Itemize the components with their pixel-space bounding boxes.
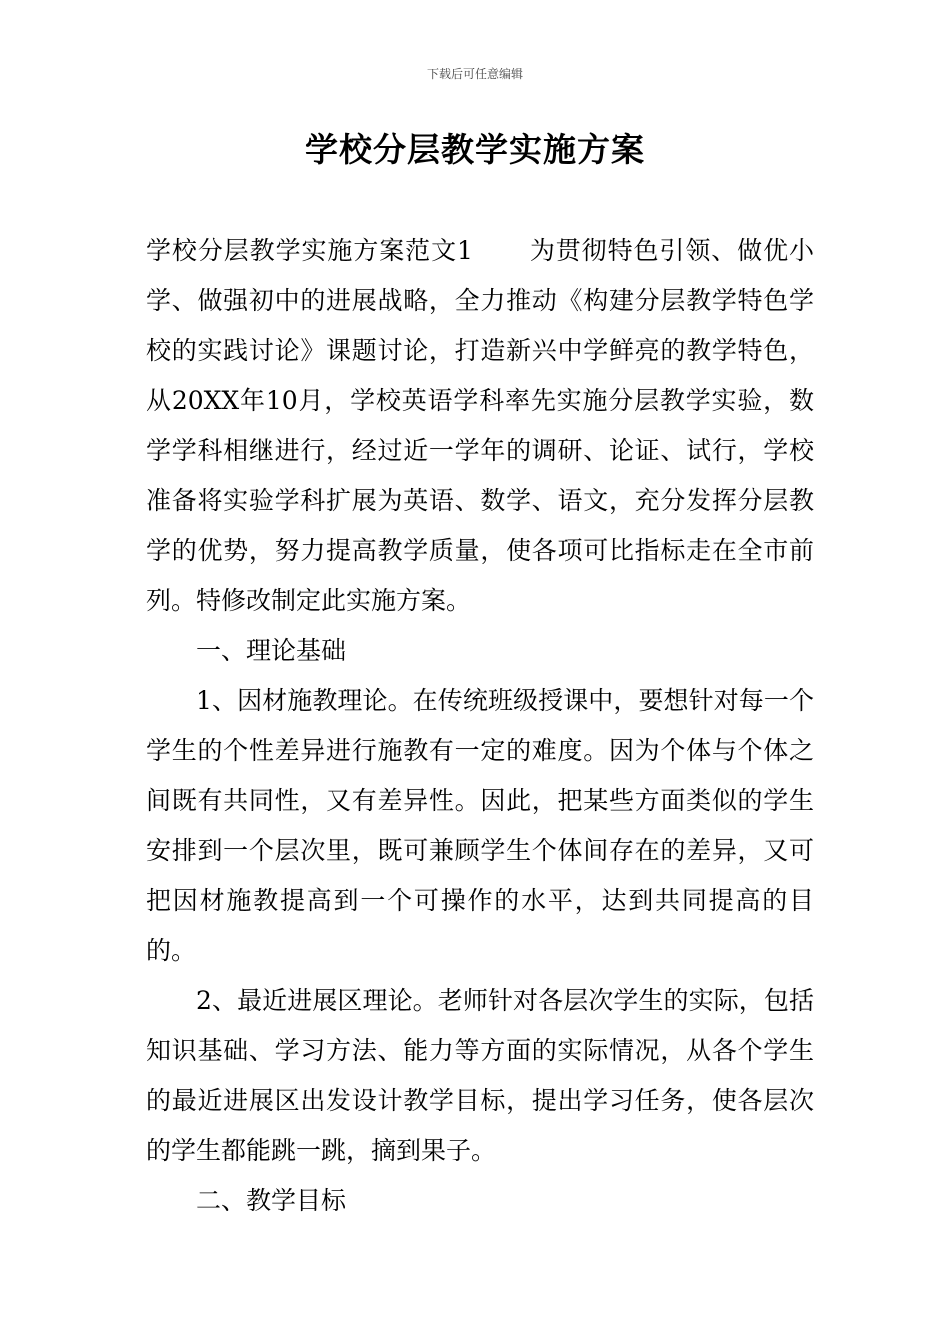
intro-paragraph	[146, 226, 814, 626]
section2-heading: 二、教学目标	[196, 1186, 347, 1215]
intro-label: 学校分层教学实施方案范文1	[146, 236, 473, 265]
document-title: 学校分层教学实施方案	[305, 130, 645, 169]
section1-heading: 一、理论基础	[196, 636, 347, 665]
header-note: 下载后可任意编辑	[426, 67, 523, 81]
section1-item2: 2、最近进展区理论。老师针对各层次学生的实际，包括知识基础、学习方法、能力等方面的实际情况，从各个学生的最近进展区出发设计教学目标，提出学习任务，使各层次的学生都能跳一跳，摘到果子。	[146, 986, 814, 1165]
document-body	[146, 226, 814, 1226]
intro-text: 为贯彻特色引领、做优小学、做强初中的进展战略，全力推动《构建分层教学特色学校的实践讨论》课题讨论，打造新兴中学鲜亮的教学特色，从20XX年10月，学校英语学科率先实施分层教学实验，数学学科相继进行，经过近一学年的调研、论证、试行，学校准备将实验学科扩展为英语、数学、语文，充分发挥分层教学的优势，努力提高教学质量，使各项可比指标走在全市前列。特修改制定此实施方案。	[146, 236, 814, 615]
section1-item1: 1、因材施教理论。在传统班级授课中，要想针对每一个学生的个性差异进行施教有一定的难度。因为个体与个体之间既有共同性，又有差异性。因此，把某些方面类似的学生安排到一个层次里，既可兼顾学生个体间存在的差异，又可把因材施教提高到一个可操作的水平，达到共同提高的目的。	[146, 686, 814, 965]
